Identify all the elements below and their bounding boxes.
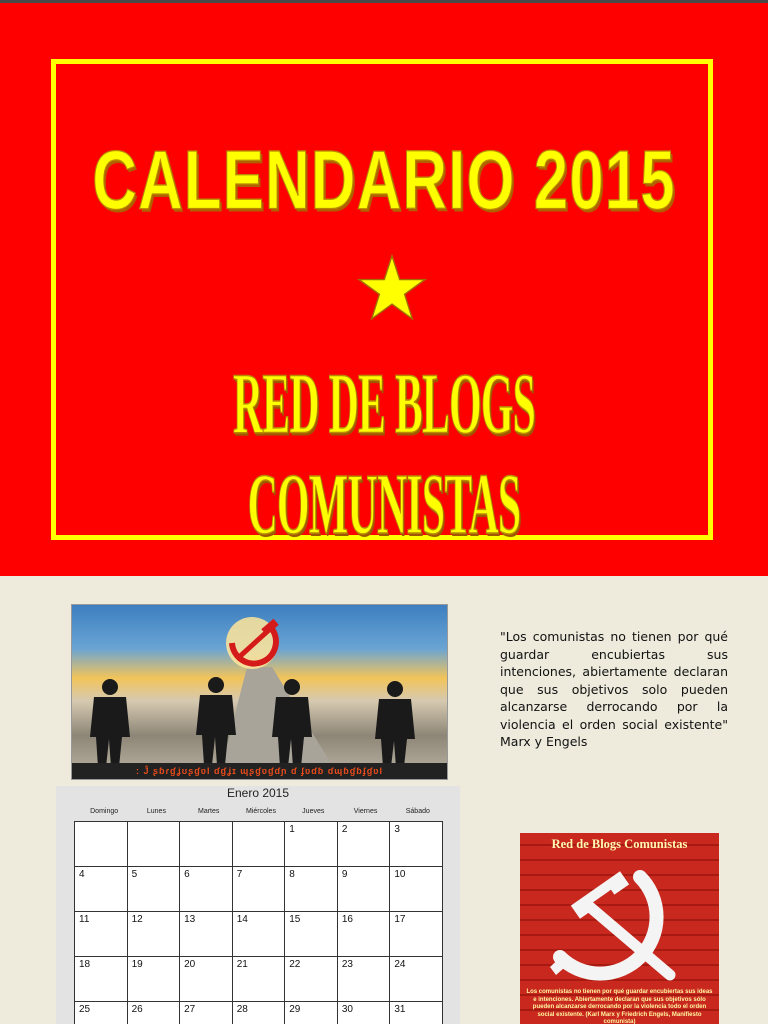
- calendar-day-cell: 8: [285, 867, 338, 912]
- calendar-day-cell: 26: [127, 1002, 180, 1024]
- calendar-week-row: [75, 957, 443, 1002]
- calendar-week-row: [75, 1002, 443, 1024]
- calendar-day-cell: 27: [180, 1002, 233, 1024]
- calendar-day-cell: 11: [75, 912, 128, 957]
- calendar-week-row: [75, 912, 443, 957]
- cover-title: CALENDARIO 2015: [92, 134, 676, 228]
- poster-title: Red de Blogs Comunistas: [551, 837, 688, 851]
- weekday-label: Jueves: [302, 808, 325, 815]
- weekday-header: [78, 808, 444, 815]
- calendar-day-cell: 13: [180, 912, 233, 957]
- calendar-day-cell: 1: [285, 822, 338, 867]
- calendar-day-cell: [75, 822, 128, 867]
- photo-caption: : Ĵ ʂɓɾɠʝʊʂɠʋƖ ɗɠʝɪ ɰʂɠʋɠɗɲ ɗ ʄʋɗɓ ɗɰɓɠɓʄɠʋƖ: [72, 763, 447, 779]
- calendar-day-cell: 22: [285, 957, 338, 1002]
- weekday-label: Sábado: [405, 808, 430, 815]
- weekday-label: Lunes: [146, 808, 166, 815]
- marx-engels-quote: "Los comunistas no tienen por qué guardar encubiertas sus intenciones, abiertamente declaran que sus objetivos solo pueden alcanzarse derrocando por la violencia el orden social existente" Marx y Engels: [500, 629, 728, 749]
- calendar-week-row: [75, 822, 443, 867]
- star-icon: [357, 253, 427, 323]
- calendar-day-cell: 29: [285, 1002, 338, 1024]
- calendar-day-cell: 16: [337, 912, 390, 957]
- calendar-day-cell: 30: [337, 1002, 390, 1024]
- calendar-day-cell: 4: [75, 867, 128, 912]
- calendar-day-cell: 14: [232, 912, 285, 957]
- calendar-title: Enero 2015: [226, 786, 290, 800]
- calendar-day-cell: [180, 822, 233, 867]
- calendar-day-cell: 3: [390, 822, 443, 867]
- hammer-sickle-icon: [520, 857, 719, 987]
- soldiers-photo: [71, 604, 448, 780]
- calendar-day-cell: 31: [390, 1002, 443, 1024]
- calendar-day-cell: 24: [390, 957, 443, 1002]
- calendar-day-cell: 6: [180, 867, 233, 912]
- poster-quote: Los comunistas no tienen por qué guardar encubiertas sus ideas e intenciones. Abiertamente declaran que sus objetivos sólo pueden alcanzarse derrocando por la violencia todo el orden social existente. (Karl Marx y Friedrich Engels, Manifiesto comunista): [526, 989, 713, 1024]
- calendar-grid: [74, 821, 443, 1024]
- calendar-day-cell: 9: [337, 867, 390, 912]
- calendar-day-cell: 17: [390, 912, 443, 957]
- calendar-day-cell: 10: [390, 867, 443, 912]
- calendar-day-cell: [232, 822, 285, 867]
- calendar-day-cell: [127, 822, 180, 867]
- calendar-day-cell: 18: [75, 957, 128, 1002]
- weekday-label: Viernes: [353, 808, 378, 815]
- calendar-day-cell: 15: [285, 912, 338, 957]
- weekday-label: Domingo: [90, 808, 119, 815]
- calendar-day-cell: 25: [75, 1002, 128, 1024]
- calendar-day-cell: 5: [127, 867, 180, 912]
- calendar-day-cell: 21: [232, 957, 285, 1002]
- calendar-day-cell: 28: [232, 1002, 285, 1024]
- photo-scene: [72, 605, 448, 765]
- calendar-week-row: [75, 867, 443, 912]
- calendar-day-cell: 20: [180, 957, 233, 1002]
- calendar-day-cell: 2: [337, 822, 390, 867]
- weekday-label: Martes: [198, 808, 220, 815]
- weekday-label: Miércoles: [246, 808, 276, 815]
- calendar-day-cell: 7: [232, 867, 285, 912]
- calendar-day-cell: 12: [127, 912, 180, 957]
- january-calendar: [56, 786, 460, 1024]
- cover-subtitle: RED DE BLOGS COMUNISTAS: [232, 354, 536, 553]
- calendar-day-cell: 19: [127, 957, 180, 1002]
- red-blogs-poster: [520, 833, 719, 1024]
- calendar-day-cell: 23: [337, 957, 390, 1002]
